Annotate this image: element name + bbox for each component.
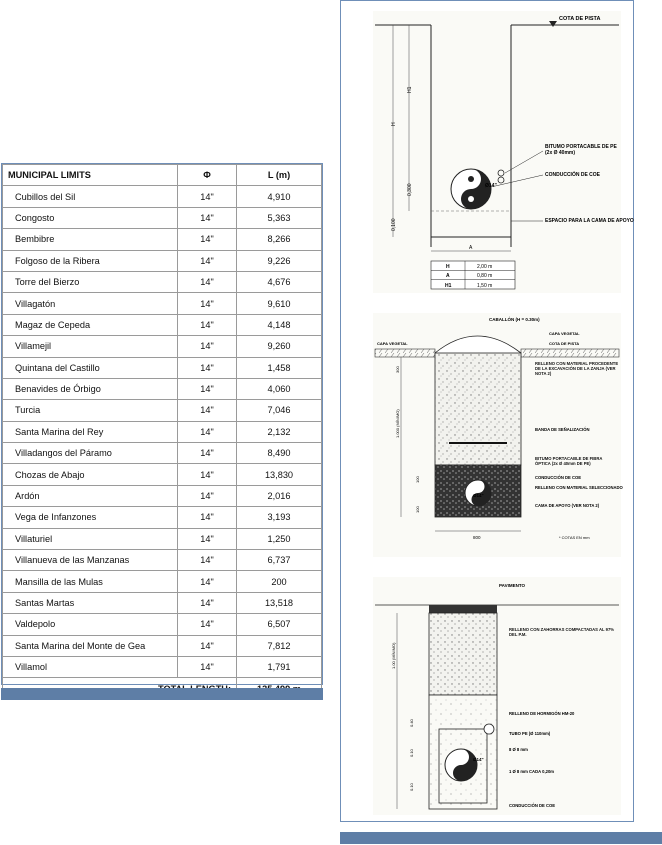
municipality-name: Villamol [3, 656, 178, 677]
trench-drawings-frame [340, 0, 634, 822]
left-footer-bar [1, 688, 323, 700]
dim-table-key-h: H [446, 264, 450, 270]
table-row [3, 528, 322, 549]
dim-0-10-b: 0.10 [409, 783, 414, 791]
trench-section-2-svg [373, 313, 621, 557]
diameter-cell: 14" [178, 485, 237, 506]
dim-h: H [391, 122, 397, 126]
length-cell: 7,812 [237, 635, 322, 656]
diameter-cell: 14" [178, 443, 237, 464]
table-row [3, 507, 322, 528]
diameter-cell: 14" [178, 293, 237, 314]
table-row [3, 314, 322, 335]
length-cell: 9,226 [237, 250, 322, 271]
length-cell: 4,060 [237, 378, 322, 399]
diameter-cell: 14" [178, 250, 237, 271]
label-relleno-seleccionado: RELLENO CON MATERIAL SELECCIONADO [535, 485, 623, 490]
dim-h1: H1 [407, 86, 413, 93]
pipe-diameter-3: Ø14" [473, 757, 484, 762]
table-row [3, 293, 322, 314]
label-caballon: CABALLÓN (H = 0.30m) [489, 317, 540, 322]
length-cell: 6,737 [237, 550, 322, 571]
length-cell: 9,260 [237, 336, 322, 357]
diameter-cell: 14" [178, 635, 237, 656]
dim-v1: 0,100 [391, 218, 397, 231]
dim-v2: 0,300 [407, 183, 413, 196]
municipality-name: Magaz de Cepeda [3, 314, 178, 335]
table-row [3, 656, 322, 677]
header-municipal-limits: MUNICIPAL LIMITS [3, 165, 178, 186]
diameter-cell: 14" [178, 571, 237, 592]
label-conduccion-3: CONDUCCIÓN DE COE [509, 803, 556, 808]
municipality-name: Bembibre [3, 229, 178, 250]
table-row [3, 271, 322, 292]
label-relleno-hormigon: RELLENO DE HORMIGÓN HM-20 [509, 711, 575, 716]
pipe-diameter-2: Ø14" [473, 493, 484, 498]
length-cell: 5,363 [237, 207, 322, 228]
municipality-name: Chozas de Abajo [3, 464, 178, 485]
label-bitumo-fibra: BITUMO PORTACABLE DE FIBRA ÓPTICA (2x Ø 40mm DE PE) [535, 456, 603, 466]
dim-table-value-h: 2,00 m [477, 264, 493, 270]
municipality-name: Santas Martas [3, 592, 178, 613]
table-row [3, 635, 322, 656]
municipality-name: Ardón [3, 485, 178, 506]
dim-table-value-h1: 1,50 m [477, 283, 493, 289]
length-cell: 13,518 [237, 592, 322, 613]
municipality-name: Congosto [3, 207, 178, 228]
label-cota-pista: COTA DE PISTA [559, 16, 601, 22]
table-row [3, 357, 322, 378]
table-header-row [3, 165, 322, 186]
diameter-cell: 14" [178, 186, 237, 207]
municipality-name: Valdepolo [3, 614, 178, 635]
municipality-name: Torre del Bierzo [3, 271, 178, 292]
length-cell: 8,490 [237, 443, 322, 464]
table-row [3, 336, 322, 357]
trench-section-drawing-2 [373, 313, 621, 557]
length-cell: 7,046 [237, 400, 322, 421]
length-cell: 2,132 [237, 421, 322, 442]
municipality-name: Villanueva de las Manzanas [3, 550, 178, 571]
diameter-cell: 14" [178, 357, 237, 378]
diameter-cell: 14" [178, 464, 237, 485]
dim-0-10-a: 0.10 [409, 749, 414, 757]
label-bar2: 1 Ø 8 mm CADA 0,20m [509, 769, 554, 774]
municipality-name: Quintana del Castillo [3, 357, 178, 378]
length-cell: 3,193 [237, 507, 322, 528]
table-row [3, 421, 322, 442]
length-cell: 1,250 [237, 528, 322, 549]
pipe-icon-3 [445, 749, 477, 781]
label-conduccion-1: CONDUCCIÓN DE COE [545, 172, 601, 178]
tube-pe-icon [484, 724, 494, 734]
trench-section-1-svg [373, 11, 634, 293]
municipality-name: Villamejil [3, 336, 178, 357]
length-cell: 8,266 [237, 229, 322, 250]
table-row [3, 614, 322, 635]
table-row [3, 443, 322, 464]
trench-section-drawing-3 [373, 577, 621, 815]
municipality-name: Villadangos del Páramo [3, 443, 178, 464]
label-pavimento: PAVIMENTO [499, 583, 526, 588]
diameter-cell: 14" [178, 507, 237, 528]
diameter-cell: 14" [178, 207, 237, 228]
pipe-diameter-1: Ø14" [485, 183, 497, 189]
dimension-table-1 [431, 261, 515, 289]
length-cell: 2,016 [237, 485, 322, 506]
label-bitumo-1: BITUMO PORTACABLE DE PE [545, 144, 617, 150]
table-row [3, 571, 322, 592]
label-cotas-mm: * COTAS EN mm [559, 535, 590, 540]
label-relleno-zahorras: RELLENO CON ZAHORRAS COMPACTADAS AL 97% DEL P.M. [509, 627, 615, 637]
municipality-name: Villagatón [3, 293, 178, 314]
length-cell: 13,830 [237, 464, 322, 485]
label-capa-vegetal-left: CAPA VEGETAL [377, 341, 408, 346]
trench-section-drawing-1 [373, 11, 634, 293]
header-phi: Φ [178, 165, 237, 186]
municipality-name: Santa Marina del Rey [3, 421, 178, 442]
label-bitumo-sub-1: (2x Ø 40mm) [545, 150, 576, 156]
table-row [3, 464, 322, 485]
length-cell: 1,458 [237, 357, 322, 378]
length-cell: 1,791 [237, 656, 322, 677]
table-row [3, 485, 322, 506]
dim-bottom-width: 800 [473, 535, 481, 540]
label-cama-apoyo: CAMA DE APOYO (VER NOTA 2) [535, 503, 600, 508]
municipality-name: Santa Marina del Monte de Gea [3, 635, 178, 656]
diameter-cell: 14" [178, 656, 237, 677]
diameter-cell: 14" [178, 421, 237, 442]
length-cell: 200 [237, 571, 322, 592]
diameter-cell: 14" [178, 336, 237, 357]
diameter-cell: 14" [178, 550, 237, 571]
dim-0-40: 0.40 [409, 719, 414, 727]
table-row [3, 250, 322, 271]
table-row [3, 378, 322, 399]
pipe-icon-1 [451, 169, 491, 209]
dim-100-a: 100 [415, 476, 420, 483]
length-cell: 4,910 [237, 186, 322, 207]
label-bar1: 8 Ø 8 mm [509, 747, 528, 752]
diameter-cell: 14" [178, 229, 237, 250]
right-footer-bar [340, 832, 662, 844]
header-length: L (m) [237, 165, 322, 186]
municipality-name: Mansilla de las Mulas [3, 571, 178, 592]
table-row [3, 592, 322, 613]
municipal-limits-table [2, 164, 322, 700]
municipality-name: Cubillos del Sil [3, 186, 178, 207]
table-row [3, 229, 322, 250]
diameter-cell: 14" [178, 378, 237, 399]
length-cell: 4,148 [237, 314, 322, 335]
municipal-limits-table-container [1, 163, 323, 685]
diameter-cell: 14" [178, 592, 237, 613]
municipality-name: Villaturiel [3, 528, 178, 549]
table-row [3, 186, 322, 207]
dim-a: A [469, 245, 473, 251]
length-cell: 4,676 [237, 271, 322, 292]
diameter-cell: 14" [178, 271, 237, 292]
label-conduccion-2: CONDUCCIÓN DE COE [535, 475, 582, 480]
label-espacio-1: ESPACIO PARA LA CAMA DE APOYO [545, 218, 634, 224]
table-row [3, 400, 322, 421]
table-row [3, 550, 322, 571]
diameter-cell: 14" [178, 400, 237, 421]
dim-100-b: 100 [415, 506, 420, 513]
label-relleno-excavacion: RELLENO CON MATERIAL PROCEDENTE DE LA EXCAVACIÓN DE LA ZANJA (VER NOTA 2) [535, 361, 619, 376]
label-cota-pista-2: COTA DE PISTA [549, 341, 580, 346]
length-cell: 9,610 [237, 293, 322, 314]
dim-1-00: 1.00 (MÍNIMO) [391, 642, 396, 669]
diameter-cell: 14" [178, 614, 237, 635]
diameter-cell: 14" [178, 528, 237, 549]
label-capa-vegetal-right: CAPA VEGETAL [549, 331, 580, 336]
municipality-name: Turcia [3, 400, 178, 421]
dim-table-value-a: 0,80 m [477, 273, 493, 279]
label-banda-senalizacion: BANDA DE SEÑALIZACIÓN [535, 427, 590, 432]
municipality-name: Folgoso de la Ribera [3, 250, 178, 271]
length-cell: 6,507 [237, 614, 322, 635]
municipality-name: Benavides de Órbigo [3, 378, 178, 399]
label-tubo-pe: TUBO PE (Ø 110mm) [509, 731, 551, 736]
trench-section-3-svg [373, 577, 621, 815]
dim-table-key-h1: H1 [445, 283, 452, 289]
dim-1000: 1.000 (MÍNIMO) [395, 409, 400, 438]
diameter-cell: 14" [178, 314, 237, 335]
table-row [3, 207, 322, 228]
dim-300: 300 [395, 366, 400, 373]
municipality-name: Vega de Infanzones [3, 507, 178, 528]
dim-table-key-a: A [446, 273, 450, 279]
